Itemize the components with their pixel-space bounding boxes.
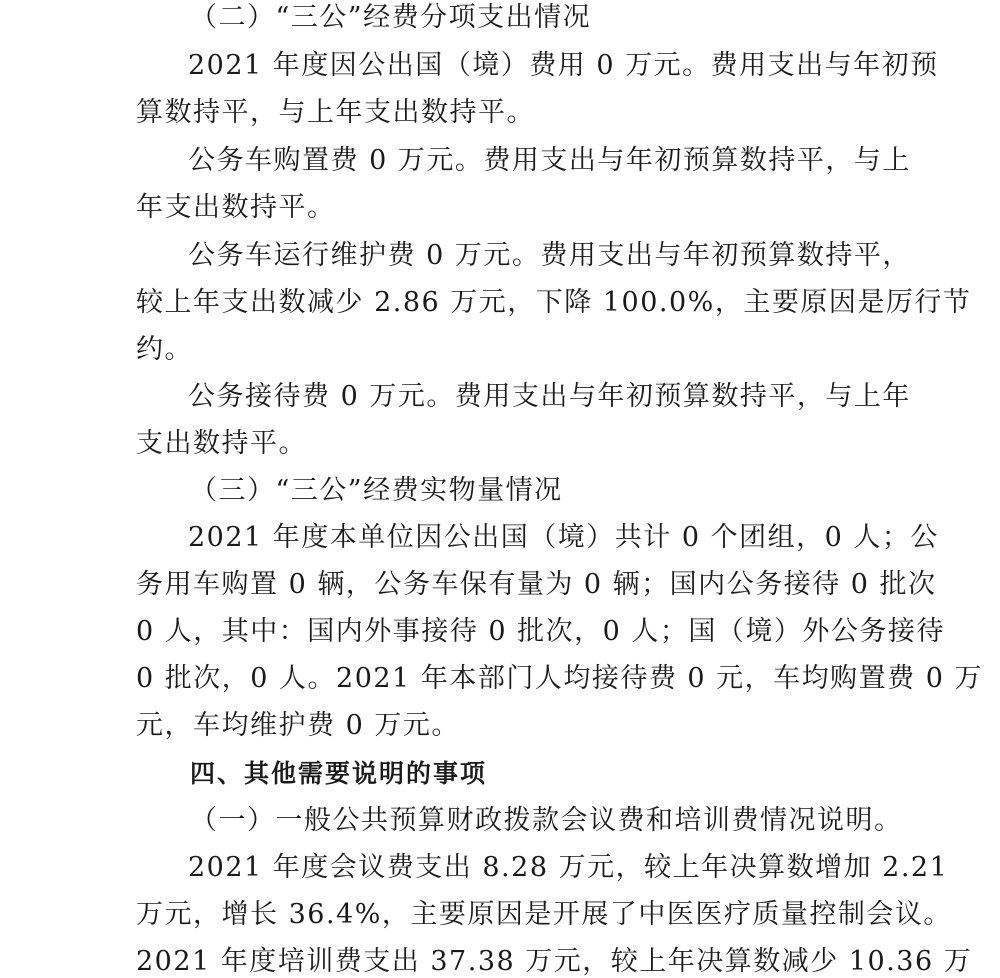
paragraph-line: 2021 年度本单位因公出国（境）共计 0 个团组，0 人；公 (188, 522, 939, 553)
paragraph-line: 0 人，其中：国内外事接待 0 批次，0 人；国（境）外公务接待 (136, 616, 945, 647)
paragraph-line: 万元，增长 36.4%，主要原因是开展了中医医疗质量控制会议。 (136, 899, 952, 930)
section-heading-other-matters: 四、其他需要说明的事项 (190, 759, 488, 788)
paragraph-line: 算数持平，与上年支出数持平。 (136, 97, 535, 128)
paragraph-line: 支出数持平。 (136, 428, 307, 459)
paragraph-line: 公务车购置费 0 万元。费用支出与年初预算数持平，与上 (188, 145, 911, 176)
subheading-meeting-training-fees: （一）一般公共预算财政拨款会议费和培训费情况说明。 (190, 805, 903, 836)
paragraph-line: 2021 年度会议费支出 8.28 万元，较上年决算数增加 2.21 (188, 852, 949, 883)
paragraph-line: 元，车均维护费 0 万元。 (136, 710, 460, 741)
paragraph-line: 务用车购置 0 辆，公务车保有量为 0 辆；国内公务接待 0 批次 (136, 569, 937, 600)
paragraph-line: 公务接待费 0 万元。费用支出与年初预算数持平，与上年 (188, 381, 911, 412)
subheading-physical-quantities: （三）“三公”经费实物量情况 (190, 475, 563, 506)
paragraph-line: 公务车运行维护费 0 万元。费用支出与年初预算数持平， (188, 240, 911, 271)
subheading-three-public-items: （二）“三公”经费分项支出情况 (190, 2, 592, 33)
paragraph-line: 较上年支出数减少 2.86 万元，下降 100.0%，主要原因是厉行节 (136, 287, 972, 318)
paragraph-line: 2021 年度培训费支出 37.38 万元，较上年决算数减少 10.36 万 (136, 946, 973, 977)
paragraph-line: 年支出数持平。 (136, 192, 336, 223)
paragraph-line: 2021 年度因公出国（境）费用 0 万元。费用支出与年初预 (188, 50, 939, 81)
paragraph-line: 约。 (136, 334, 193, 365)
paragraph-line: 0 批次，0 人。2021 年本部门人均接待费 0 元，车均购置费 0 万 (136, 663, 984, 694)
